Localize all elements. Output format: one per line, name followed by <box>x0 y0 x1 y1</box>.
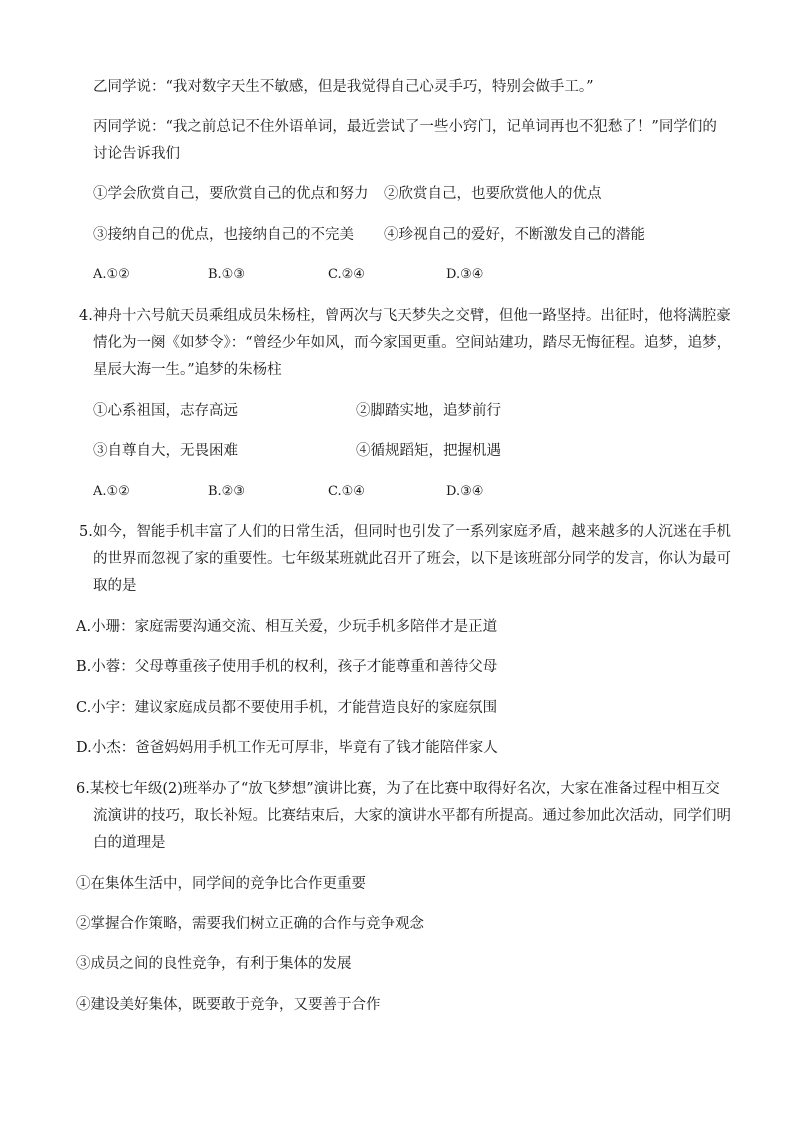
q4-choice-d: D.③④ <box>446 484 484 499</box>
q5-choice-a: A.小珊：家庭需要沟通交流、相互关爱，少玩手机多陪伴才是正道 <box>76 619 498 635</box>
q6-statement-4: ④建设美好集体，既要敢于竞争，又要善于合作 <box>76 997 381 1013</box>
q4-statement-4: ④循规蹈矩，把握机遇 <box>356 443 501 459</box>
q6-statement-1: ①在集体生活中，同学间的竞争比合作更重要 <box>76 876 366 892</box>
q3-statement-3: ③接纳自己的优点，也接纳自己的不完美 <box>93 227 354 243</box>
q4-stem-line-3: 星辰大海一生。”追梦的朱杨柱 <box>93 362 282 378</box>
q3-choice-d: D.③④ <box>446 267 484 282</box>
q5-stem-line-3: 取的是 <box>93 578 137 594</box>
q3-choice-a: A.①② <box>93 267 130 282</box>
q3-statement-4: ④珍视自己的爱好，不断激发自己的潜能 <box>384 227 645 243</box>
q6-stem-line-2: 流演讲的技巧，取长补短。比赛结束后，大家的演讲水平都有所提高。通过参加此次活动，同学们明 <box>93 808 731 824</box>
q6-statement-2: ②掌握合作策略，需要我们树立正确的合作与竞争观念 <box>76 916 424 932</box>
q6-stem-line-3: 白的道理是 <box>93 835 166 851</box>
q4-statement-3: ③自尊自大，无畏困难 <box>93 443 238 459</box>
q3-choice-b: B.①③ <box>208 267 245 282</box>
q3-choice-c: C.②④ <box>328 267 365 282</box>
q5-stem-line-1: 5.如今，智能手机丰富了人们的日常生活，但同时也引发了一系列家庭矛盾，越来越多的人沉迷在手机 <box>79 524 731 540</box>
q3-text-line-3: 讨论告诉我们 <box>93 146 180 162</box>
q5-choice-b: B.小蓉：父母尊重孩子使用手机的权利，孩子才能尊重和善待父母 <box>76 659 498 675</box>
q4-stem-line-1: 4.神舟十六号航天员乘组成员朱杨柱，曾两次与飞天梦失之交臂，但他一路坚持。出征时，他将满腔豪 <box>79 308 731 324</box>
q5-stem-line-2: 的世界而忽视了家的重要性。七年级某班就此召开了班会，以下是该班部分同学的发言，你认为最可 <box>93 551 731 567</box>
q3-statement-1: ①学会欣赏自己，要欣赏自己的优点和努力 <box>93 186 369 202</box>
q4-statement-1: ①心系祖国，志存高远 <box>93 403 238 419</box>
q4-choice-b: B.②③ <box>208 484 245 499</box>
q6-statement-3: ③成员之间的良性竞争，有利于集体的发展 <box>76 956 352 972</box>
q4-statement-2: ②脚踏实地，追梦前行 <box>356 403 501 419</box>
q5-choice-d: D.小杰：爸爸妈妈用手机工作无可厚非，毕竟有了钱才能陪伴家人 <box>76 740 498 756</box>
q3-text-line-1: 乙同学说：“我对数字天生不敏感，但是我觉得自己心灵手巧，特别会做手工。” <box>93 79 594 95</box>
q3-statement-2: ②欣赏自己，也要欣赏他人的优点 <box>384 186 602 202</box>
q4-choice-a: A.①② <box>93 484 130 499</box>
q5-choice-c: C.小宇：建议家庭成员都不要使用手机，才能营造良好的家庭氛围 <box>76 700 498 716</box>
q4-stem-line-2: 情化为一阕《如梦令》：“曾经少年如风，而今家国更重。空间站建功，踏尽无悔征程。追梦，追梦， <box>93 335 732 351</box>
q4-choice-c: C.①④ <box>328 484 365 499</box>
q6-stem-line-1: 6.某校七年级(2)班举办了“放飞梦想”演讲比赛，为了在比赛中取得好名次，大家在准备过程中相互交 <box>76 781 720 797</box>
q3-text-line-2: 丙同学说：“我之前总记不住外语单词，最近尝试了一些小窍门，记单词再也不犯愁了！”同学们的 <box>93 119 717 135</box>
